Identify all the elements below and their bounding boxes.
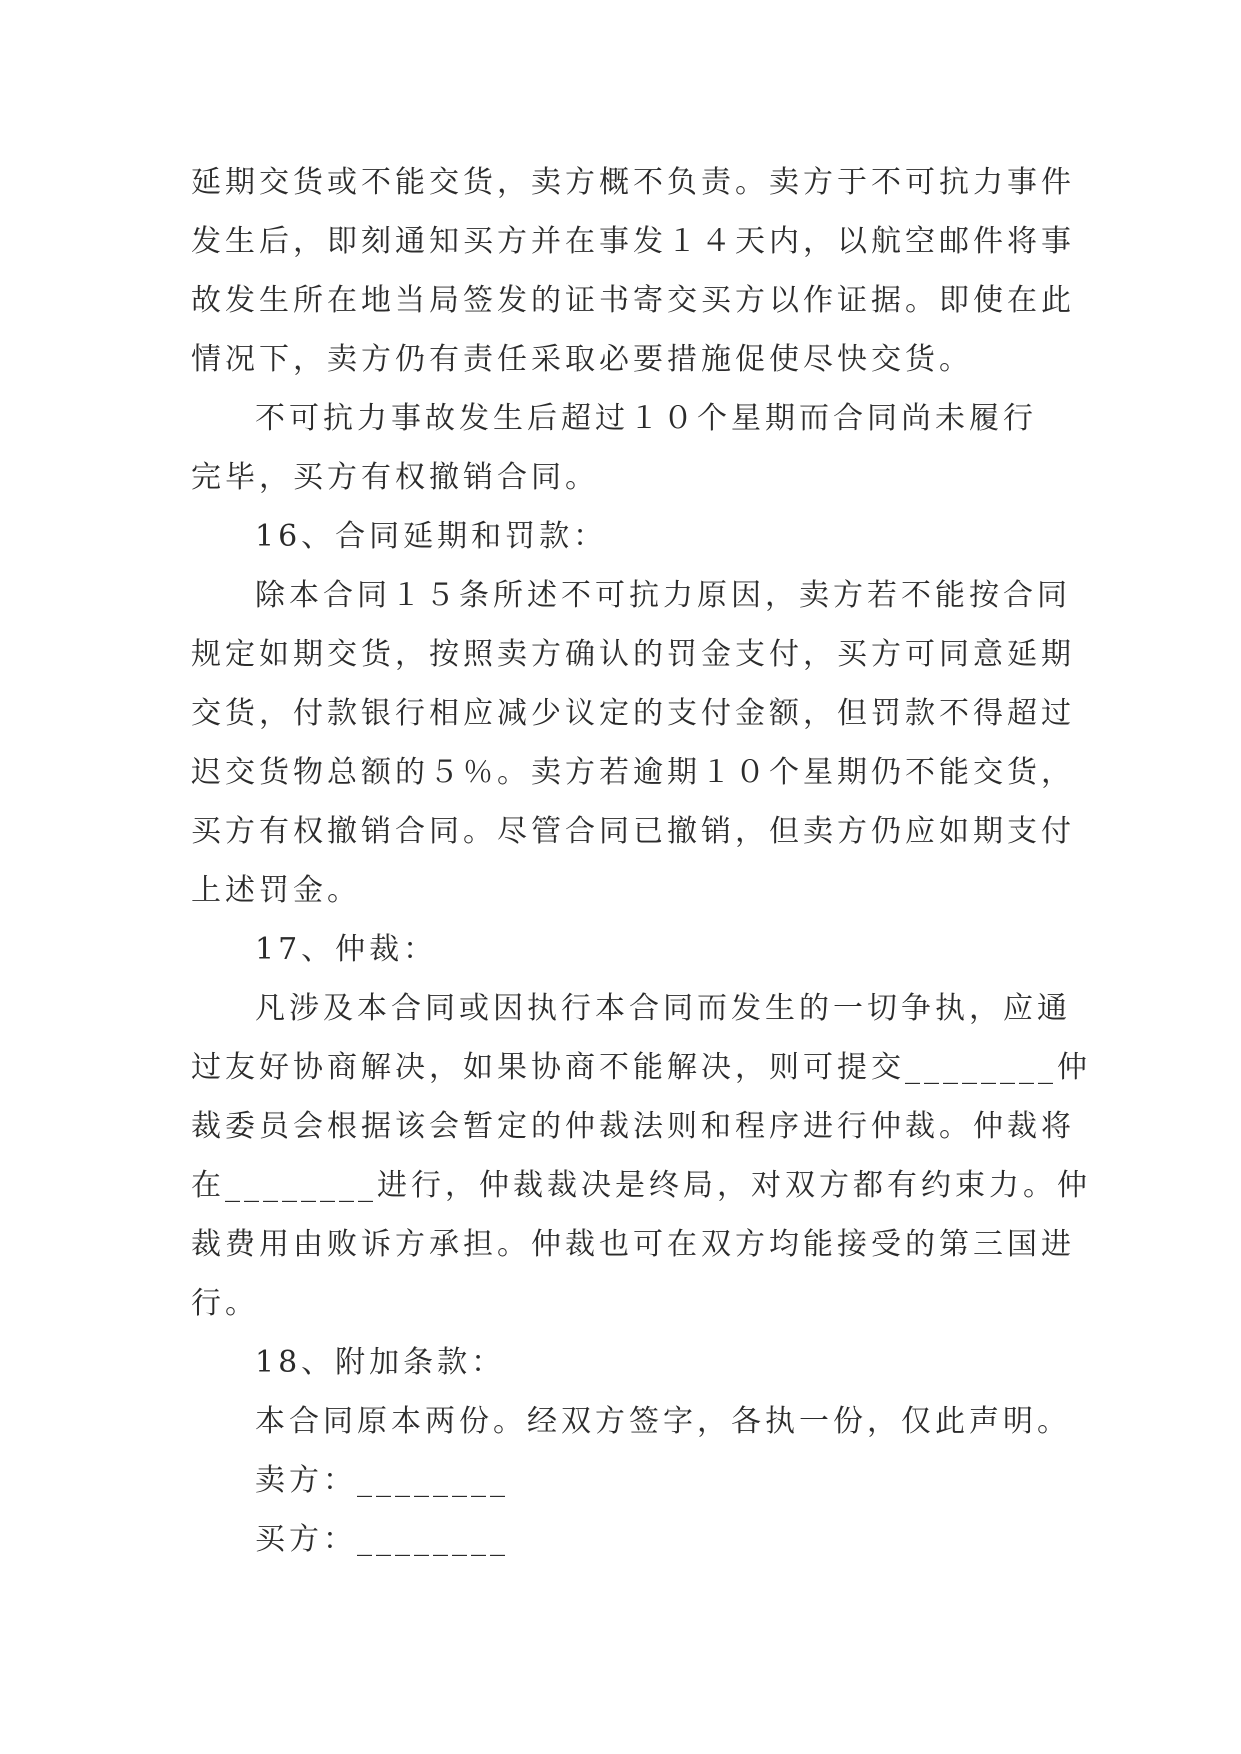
section-heading-16: 16、合同延期和罚款： bbox=[255, 519, 608, 554]
paragraph-line: 延期交货或不能交货，卖方概不负责。卖方于不可抗力事件 bbox=[191, 165, 1075, 200]
section-heading-17: 17、仲裁： bbox=[255, 932, 438, 967]
section-heading-18: 18、附加条款： bbox=[255, 1345, 506, 1380]
contract-text bbox=[191, 153, 1091, 1569]
paragraph-line: 发生后，即刻通知买方并在事发１４天内，以航空邮件将事 bbox=[191, 224, 1075, 259]
paragraph-line: 凡涉及本合同或因执行本合同而发生的一切争执，应通 bbox=[255, 991, 1071, 1026]
paragraph-line: 裁费用由败诉方承担。仲裁也可在双方均能接受的第三国进 bbox=[191, 1227, 1075, 1262]
paragraph-line: 在________进行，仲裁裁决是终局，对双方都有约束力。仲 bbox=[191, 1168, 1091, 1203]
paragraph-line: 故发生所在地当局签发的证书寄交买方以作证据。即使在此 bbox=[191, 283, 1075, 318]
seller-signature-line: 卖方：________ bbox=[255, 1463, 509, 1498]
paragraph-line: 除本合同１５条所述不可抗力原因，卖方若不能按合同 bbox=[255, 578, 1071, 613]
paragraph-line: 交货，付款银行相应减少议定的支付金额，但罚款不得超过 bbox=[191, 696, 1075, 731]
paragraph-line: 行。 bbox=[191, 1286, 259, 1321]
paragraph-line: 裁委员会根据该会暂定的仲裁法则和程序进行仲裁。仲裁将 bbox=[191, 1109, 1075, 1144]
paragraph-line: 上述罚金。 bbox=[191, 873, 361, 908]
paragraph-line: 迟交货物总额的５％。卖方若逾期１０个星期仍不能交货， bbox=[191, 755, 1075, 790]
paragraph-line: 完毕，买方有权撤销合同。 bbox=[191, 460, 599, 495]
paragraph-line: 过友好协商解决，如果协商不能解决，则可提交________仲 bbox=[191, 1050, 1091, 1085]
buyer-signature-line: 买方：________ bbox=[255, 1522, 509, 1557]
paragraph-line: 买方有权撤销合同。尽管合同已撤销，但卖方仍应如期支付 bbox=[191, 814, 1075, 849]
paragraph-line: 规定如期交货，按照卖方确认的罚金支付，买方可同意延期 bbox=[191, 637, 1075, 672]
paragraph-line: 不可抗力事故发生后超过１０个星期而合同尚未履行 bbox=[255, 401, 1037, 436]
paragraph-line: 本合同原本两份。经双方签字，各执一份，仅此声明。 bbox=[255, 1404, 1071, 1439]
paragraph-line: 情况下，卖方仍有责任采取必要措施促使尽快交货。 bbox=[191, 342, 973, 377]
